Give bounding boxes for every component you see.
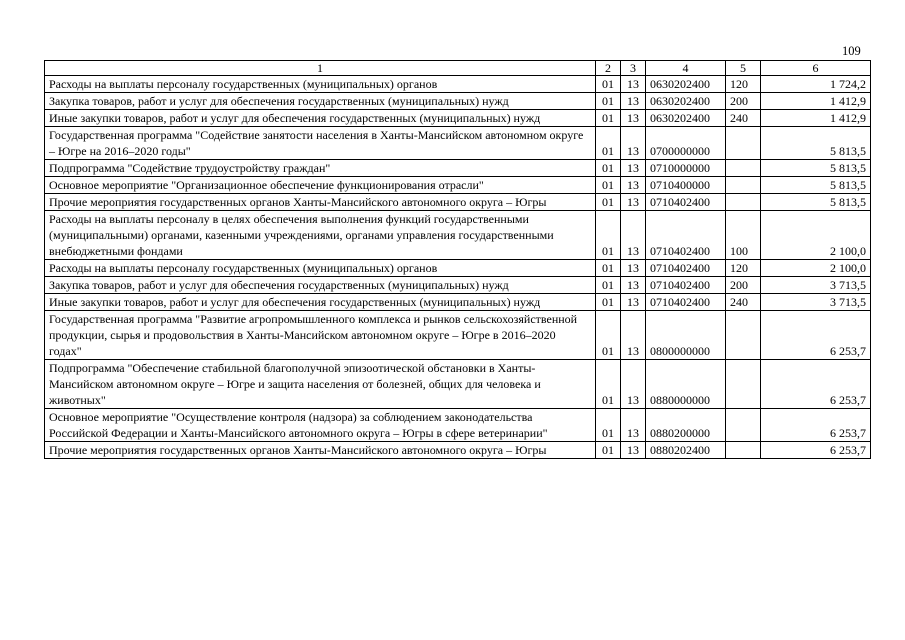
expense-type-code-cell: 120	[726, 76, 761, 93]
subsection-code-cell: 13	[621, 194, 646, 211]
table-row	[45, 177, 871, 194]
expense-type-code-cell	[726, 177, 761, 194]
expense-type-code-cell	[726, 311, 761, 360]
section-code-cell: 01	[596, 127, 621, 160]
expense-type-code-cell: 240	[726, 110, 761, 127]
amount-cell: 3 713,5	[761, 277, 871, 294]
subsection-code-cell: 13	[621, 360, 646, 409]
page-number: 109	[842, 44, 861, 58]
subsection-code-cell: 13	[621, 277, 646, 294]
item-name-cell: Иные закупки товаров, работ и услуг для обеспечения государственных (муниципальных) нужд	[45, 110, 596, 127]
table-header-row	[45, 61, 871, 76]
section-code-cell: 01	[596, 177, 621, 194]
amount-cell: 1 412,9	[761, 93, 871, 110]
table-row	[45, 360, 871, 409]
table-body	[45, 61, 871, 459]
section-code-cell: 01	[596, 260, 621, 277]
subsection-code-cell: 13	[621, 211, 646, 260]
expense-type-code-cell	[726, 127, 761, 160]
expense-type-code-cell	[726, 360, 761, 409]
subsection-code-cell: 13	[621, 160, 646, 177]
subsection-code-cell: 13	[621, 442, 646, 459]
amount-cell: 5 813,5	[761, 127, 871, 160]
expense-type-code-cell: 120	[726, 260, 761, 277]
target-item-code-cell: 0630202400	[646, 93, 726, 110]
amount-cell: 6 253,7	[761, 409, 871, 442]
section-code-cell: 01	[596, 211, 621, 260]
header-cell: 6	[761, 61, 871, 76]
section-code-cell: 01	[596, 93, 621, 110]
target-item-code-cell: 0710402400	[646, 194, 726, 211]
table-row	[45, 311, 871, 360]
table-row	[45, 211, 871, 260]
budget-table	[44, 60, 871, 459]
item-name-cell: Подпрограмма "Содействие трудоустройству граждан"	[45, 160, 596, 177]
subsection-code-cell: 13	[621, 311, 646, 360]
item-name-cell: Расходы на выплаты персоналу государственных (муниципальных) органов	[45, 260, 596, 277]
target-item-code-cell: 0630202400	[646, 76, 726, 93]
amount-cell: 5 813,5	[761, 160, 871, 177]
item-name-cell: Основное мероприятие "Организационное обеспечение функционирования отрасли"	[45, 177, 596, 194]
table-row	[45, 442, 871, 459]
item-name-cell: Расходы на выплаты персоналу в целях обеспечения выполнения функций государственными (муниципальными) органами, казенными учреждениями, органами управления государственными внебюджетными фондами	[45, 211, 596, 260]
table-row	[45, 160, 871, 177]
section-code-cell: 01	[596, 277, 621, 294]
section-code-cell: 01	[596, 311, 621, 360]
target-item-code-cell: 0710402400	[646, 294, 726, 311]
table-row	[45, 127, 871, 160]
subsection-code-cell: 13	[621, 294, 646, 311]
item-name-cell: Основное мероприятие "Осуществление контроля (надзора) за соблюдением законодательства Российской Федерации и Ханты-Мансийского автономного округа – Югры в сфере ветеринарии"	[45, 409, 596, 442]
subsection-code-cell: 13	[621, 409, 646, 442]
amount-cell: 1 412,9	[761, 110, 871, 127]
expense-type-code-cell: 240	[726, 294, 761, 311]
table-row	[45, 194, 871, 211]
amount-cell: 6 253,7	[761, 442, 871, 459]
item-name-cell: Расходы на выплаты персоналу государственных (муниципальных) органов	[45, 76, 596, 93]
header-cell: 5	[726, 61, 761, 76]
section-code-cell: 01	[596, 360, 621, 409]
item-name-cell: Государственная программа "Содействие занятости населения в Ханты-Мансийском автономном округе – Югре на 2016–2020 годы"	[45, 127, 596, 160]
target-item-code-cell: 0630202400	[646, 110, 726, 127]
expense-type-code-cell	[726, 409, 761, 442]
section-code-cell: 01	[596, 294, 621, 311]
amount-cell: 6 253,7	[761, 311, 871, 360]
target-item-code-cell: 0710400000	[646, 177, 726, 194]
amount-cell: 1 724,2	[761, 76, 871, 93]
target-item-code-cell: 0710000000	[646, 160, 726, 177]
header-cell: 2	[596, 61, 621, 76]
target-item-code-cell: 0700000000	[646, 127, 726, 160]
target-item-code-cell: 0880000000	[646, 360, 726, 409]
table-row	[45, 294, 871, 311]
amount-cell: 6 253,7	[761, 360, 871, 409]
table-row	[45, 260, 871, 277]
table-row	[45, 76, 871, 93]
item-name-cell: Прочие мероприятия государственных органов Ханты-Мансийского автономного округа – Югры	[45, 442, 596, 459]
subsection-code-cell: 13	[621, 260, 646, 277]
table-row	[45, 409, 871, 442]
amount-cell: 2 100,0	[761, 260, 871, 277]
item-name-cell: Закупка товаров, работ и услуг для обеспечения государственных (муниципальных) нужд	[45, 277, 596, 294]
amount-cell: 5 813,5	[761, 194, 871, 211]
item-name-cell: Закупка товаров, работ и услуг для обеспечения государственных (муниципальных) нужд	[45, 93, 596, 110]
subsection-code-cell: 13	[621, 93, 646, 110]
subsection-code-cell: 13	[621, 76, 646, 93]
target-item-code-cell: 0710402400	[646, 277, 726, 294]
item-name-cell: Государственная программа "Развитие агропромышленного комплекса и рынков сельскохозяйственной продукции, сырья и продовольствия в Ханты-Мансийском автономном округе – Югре в 2016–2020 годах"	[45, 311, 596, 360]
section-code-cell: 01	[596, 76, 621, 93]
amount-cell: 3 713,5	[761, 294, 871, 311]
item-name-cell: Иные закупки товаров, работ и услуг для обеспечения государственных (муниципальных) нужд	[45, 294, 596, 311]
table-row	[45, 277, 871, 294]
expense-type-code-cell	[726, 194, 761, 211]
header-cell: 4	[646, 61, 726, 76]
header-cell: 1	[45, 61, 596, 76]
subsection-code-cell: 13	[621, 177, 646, 194]
subsection-code-cell: 13	[621, 127, 646, 160]
expense-type-code-cell	[726, 160, 761, 177]
amount-cell: 5 813,5	[761, 177, 871, 194]
item-name-cell: Прочие мероприятия государственных органов Ханты-Мансийского автономного округа – Югры	[45, 194, 596, 211]
header-cell: 3	[621, 61, 646, 76]
expense-type-code-cell: 100	[726, 211, 761, 260]
expense-type-code-cell	[726, 442, 761, 459]
section-code-cell: 01	[596, 160, 621, 177]
section-code-cell: 01	[596, 110, 621, 127]
table-row	[45, 93, 871, 110]
item-name-cell: Подпрограмма "Обеспечение стабильной благополучной эпизоотической обстановки в Ханты-Мансийском автономном округе – Югре и защита населения от болезней, общих для человека и животных"	[45, 360, 596, 409]
target-item-code-cell: 0880202400	[646, 442, 726, 459]
expense-type-code-cell: 200	[726, 277, 761, 294]
section-code-cell: 01	[596, 442, 621, 459]
table-row	[45, 110, 871, 127]
section-code-cell: 01	[596, 194, 621, 211]
target-item-code-cell: 0710402400	[646, 260, 726, 277]
amount-cell: 2 100,0	[761, 211, 871, 260]
section-code-cell: 01	[596, 409, 621, 442]
target-item-code-cell: 0880200000	[646, 409, 726, 442]
expense-type-code-cell: 200	[726, 93, 761, 110]
target-item-code-cell: 0710402400	[646, 211, 726, 260]
subsection-code-cell: 13	[621, 110, 646, 127]
target-item-code-cell: 0800000000	[646, 311, 726, 360]
